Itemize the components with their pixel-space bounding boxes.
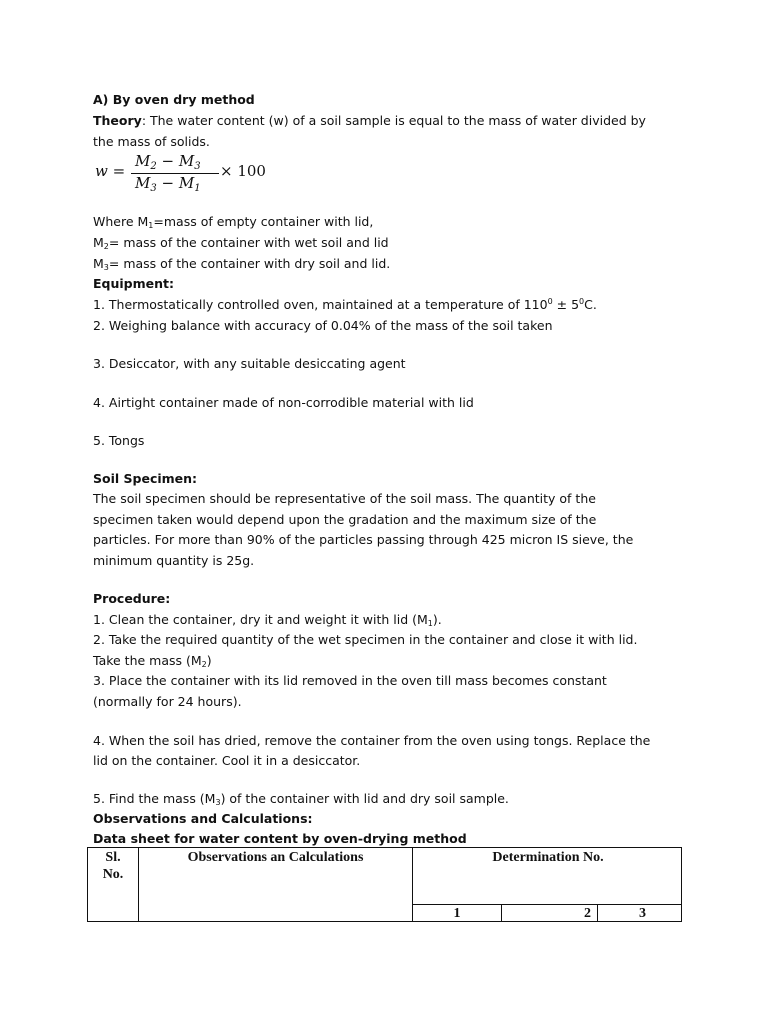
theory-line-1 [93, 113, 646, 129]
specimen-line-2: specimen taken would depend upon the gradation and the maximum size of the [93, 512, 597, 527]
observations-title: Observations and Calculations: [93, 811, 313, 826]
formula-lhs: w = [95, 162, 126, 180]
specimen-title: Soil Specimen: [93, 471, 198, 486]
header-observations: Observations an Calculations [187, 850, 364, 865]
header-sl-no: Sl. No. [102, 850, 124, 882]
procedure-step-4-line-2: lid on the container. Cool it in a desiccator. [93, 753, 361, 768]
specimen-line-3: particles. For more than 90% of the particles passing through 425 micron IS sieve, the [93, 532, 634, 547]
procedure-step-5: 5. Find the mass $(M_3)$ of the container with lid and dry soil sample. [93, 791, 509, 807]
formula-denominator: $M_3 - M_1$ [135, 174, 201, 194]
equipment-item-4: 4. Airtight container made of non-corrodible material with lid [93, 395, 474, 410]
procedure-title: Procedure: [93, 591, 171, 606]
determination-number: 2 [584, 906, 591, 921]
procedure-step-3-line-2: (normally for 24 hours). [93, 694, 242, 709]
specimen-line-1: The soil specimen should be representative of the soil mass. The quantity of the [93, 491, 596, 506]
equipment-item-1: 1. Thermostatically controlled oven, maintained at a temperature of $110^0 \pm 5^0C$. [93, 297, 597, 312]
procedure-step-4-line-1: 4. When the soil has dried, remove the container from the oven using tongs. Replace the [93, 733, 651, 748]
procedure-step-2-line-1: 2. Take the required quantity of the wet specimen in the container and close it with lid. [93, 632, 638, 647]
formula-multiplier: × 100 [220, 162, 266, 180]
water-content-formula [95, 152, 295, 196]
section-heading: A) By oven dry method [93, 92, 255, 107]
where-line-1: Where $M_1=mass$ of empty container with lid, [93, 214, 374, 230]
theory-line-2: the mass of solids. [93, 134, 210, 149]
specimen-line-4: minimum quantity is 25g. [93, 553, 255, 568]
procedure-step-1: 1. Clean the container, dry it and weight it with lid $(M_1)$. [93, 612, 442, 628]
datasheet-title: Data sheet for water content by oven-drying method [93, 831, 467, 846]
theory-text-1: : The water content (w) of a soil sample is equal to the mass of water divided by [141, 113, 646, 128]
determination-number: 1 [453, 906, 461, 921]
equipment-item-3: 3. Desiccator, with any suitable desiccating agent [93, 356, 406, 371]
header-determination: Determination No. [492, 850, 604, 865]
where-line-3: $M_3=$ mass of the container with dry soil and lid. [93, 256, 391, 272]
equipment-item-2: 2. Weighing balance with accuracy of 0.04% of the mass of the soil taken [93, 318, 553, 333]
equipment-title: Equipment: [93, 276, 174, 291]
determination-number: 3 [639, 906, 646, 921]
data-sheet-table [87, 847, 682, 922]
formula-numerator: $M_2 - M_3$ [135, 152, 201, 172]
where-line-2: $M_2=$ mass of the container with wet soil and lid [93, 235, 389, 251]
equipment-item-5: 5. Tongs [93, 433, 145, 448]
theory-label: Theory [93, 113, 142, 128]
procedure-step-3-line-1: 3. Place the container with its lid removed in the oven till mass becomes constant [93, 673, 607, 688]
procedure-step-2-line-2: Take the mass $(M_2)$ [93, 653, 212, 669]
